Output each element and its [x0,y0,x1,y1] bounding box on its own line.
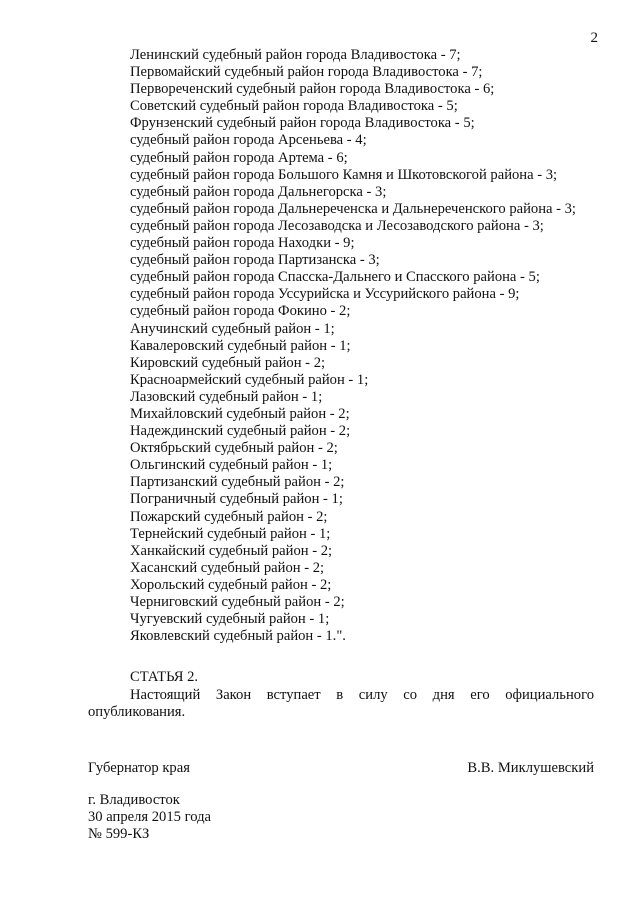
article-title: СТАТЬЯ 2. [130,669,199,685]
district-item: судебный район города Дальнегорска - 3; [130,183,387,200]
signer-name: В.В. Миклушевский [467,760,594,776]
district-item: Ханкайский судебный район - 2; [130,542,333,559]
article-text-line-1: Настоящий Закон вступает в силу со дня его официального [130,687,594,703]
district-item: судебный район города Большого Камня и Шкотовскогой района - 3; [130,166,558,183]
district-item: Октябрьский судебный район - 2; [130,440,338,457]
district-item: Первореченский судебный район города Владивостока - 6; [130,81,495,98]
district-item: Ленинский судебный район города Владивостока - 7; [130,47,461,63]
district-item: Яковлевский судебный район - 1.". [130,628,346,645]
district-item: Черниговский судебный район - 2; [130,594,345,610]
district-item: судебный район города Партизанска - 3; [130,252,380,269]
district-item: Первомайский судебный район города Владивостока - 7; [130,64,483,81]
district-item: судебный район города Спасска-Дальнего и Спасского района - 5; [130,269,540,286]
district-item: Чугуевский судебный район - 1; [130,611,330,628]
district-item: Пожарский судебный район - 2; [130,508,328,525]
district-item: Анучинский судебный район - 1; [130,320,335,337]
district-item: Пограничный судебный район - 1; [130,491,343,508]
district-list [130,47,576,645]
date: 30 апреля 2015 года [88,809,211,826]
signer-role: Губернатор края [88,760,190,776]
page-number: 2 [590,30,598,46]
district-item: Советский судебный район города Владивостока - 5; [130,98,458,115]
article-text-line-2: опубликования. [88,704,186,721]
district-item: судебный район города Фокино - 2; [130,303,351,320]
district-item: Кавалеровский судебный район - 1; [130,337,351,354]
district-item: судебный район города Арсеньева - 4; [130,132,367,149]
district-item: судебный район города Уссурийска и Уссурийского района - 9; [130,286,520,303]
district-item: Михайловский судебный район - 2; [130,405,350,422]
district-item: судебный район города Находки - 9; [130,235,355,252]
district-item: Красноармейский судебный район - 1; [130,371,369,388]
district-item: Надеждинский судебный район - 2; [130,423,351,440]
district-item: Хасанский судебный район - 2; [130,559,325,576]
law-number: № 599-КЗ [88,826,150,843]
district-item: судебный район города Артема - 6; [130,149,348,166]
district-item: Фрунзенский судебный район города Владивостока - 5; [130,115,475,132]
district-item: Лазовский судебный район - 1; [130,388,323,405]
district-item: Партизанский судебный район - 2; [130,474,345,491]
article-text [88,687,594,722]
district-item: судебный район города Дальнереченска и Дальнереченского района - 3; [130,200,576,217]
district-item: Тернейский судебный район - 1; [130,525,331,542]
district-item: Хорольский судебный район - 2; [130,576,332,593]
district-item: Ольгинский судебный район - 1; [130,457,333,474]
district-item: Кировский судебный район - 2; [130,354,326,371]
district-item: судебный район города Лесозаводска и Лесозаводского района - 3; [130,217,544,234]
place-info [88,792,211,844]
city: г. Владивосток [88,792,180,808]
